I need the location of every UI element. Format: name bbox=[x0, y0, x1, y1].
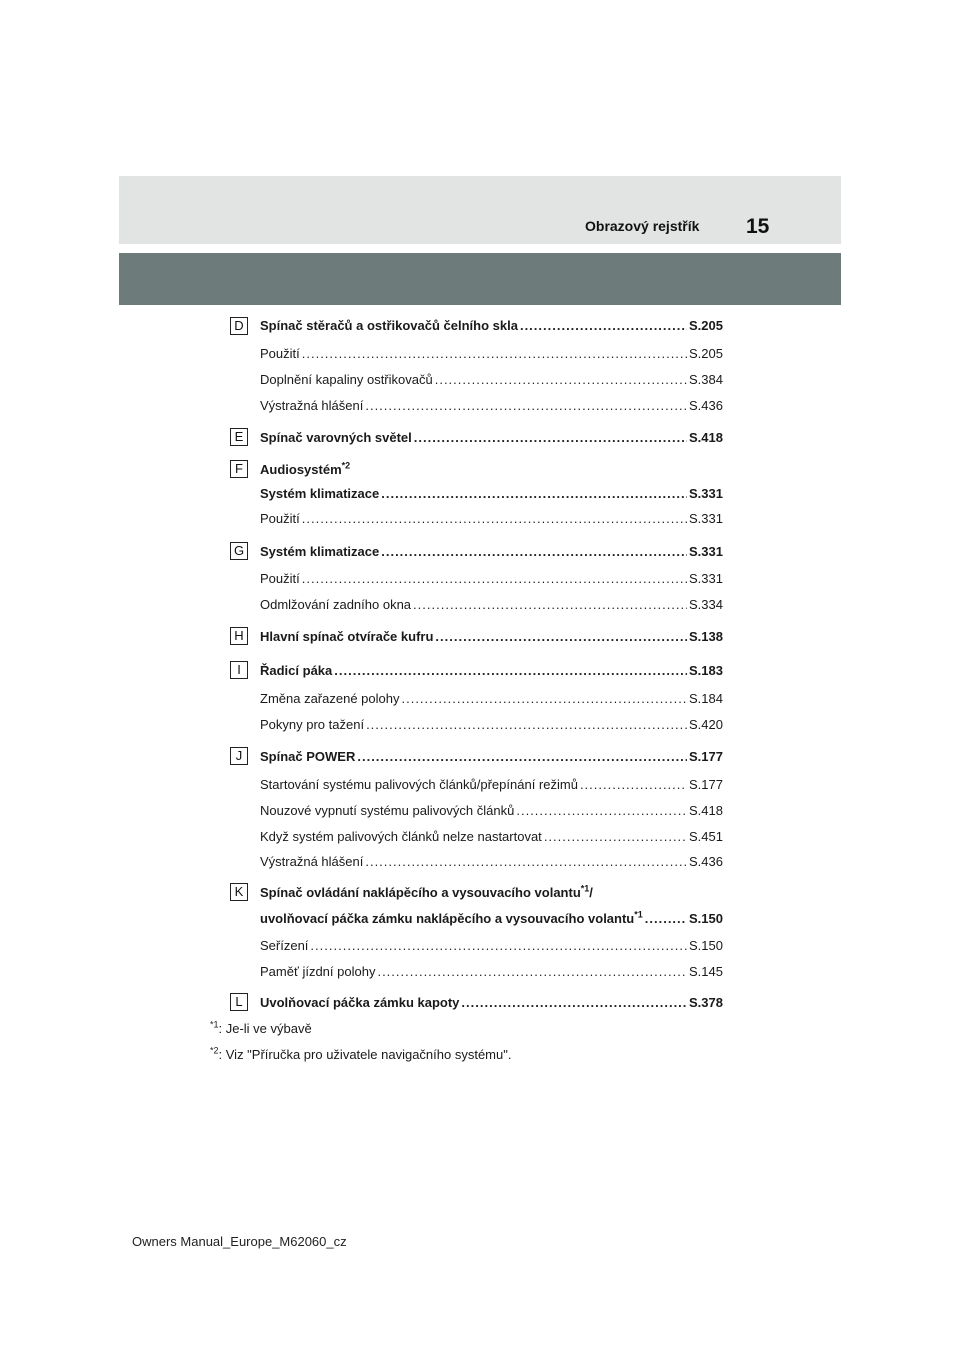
index-entry[interactable] bbox=[260, 777, 723, 792]
entry-label: Spínač POWER bbox=[260, 749, 356, 764]
page-ref: S.384 bbox=[689, 372, 723, 387]
page-ref: S.331 bbox=[689, 511, 723, 526]
entry-label: Startování systému palivových článků/přepínání režimů bbox=[260, 777, 578, 792]
entry-label: Výstražná hlášení bbox=[260, 854, 364, 869]
index-entry[interactable] bbox=[260, 511, 723, 526]
page-ref: S.183 bbox=[689, 663, 723, 678]
index-entry-climate[interactable] bbox=[260, 486, 723, 501]
entry-label: uvolňovací páčka zámku naklápěcího a vysouvacího volantu$^{*1}$ bbox=[260, 909, 643, 926]
page-ref: S.418 bbox=[689, 803, 723, 818]
entry-label: Použití bbox=[260, 511, 300, 526]
footnote-mark: *1 bbox=[580, 883, 590, 894]
section-letter-k: K bbox=[230, 883, 248, 901]
index-entry[interactable] bbox=[260, 717, 723, 732]
index-entry[interactable] bbox=[260, 691, 723, 706]
index-entry[interactable] bbox=[260, 803, 723, 818]
entry-label: Odmlžování zadního okna bbox=[260, 597, 412, 612]
footnote-mark: *2 bbox=[341, 460, 351, 471]
section-letter-i: I bbox=[230, 661, 248, 679]
page-ref: S.177 bbox=[689, 777, 723, 792]
page-title: Obrazový rejstřík bbox=[585, 218, 700, 234]
index-entry-audio-system[interactable] bbox=[260, 462, 350, 477]
index-entry-power-switch[interactable] bbox=[260, 749, 723, 764]
entry-label: Uvolňovací páčka zámku kapoty bbox=[260, 995, 460, 1010]
entry-label: Použití bbox=[260, 571, 300, 586]
header-band bbox=[119, 176, 841, 244]
index-entry[interactable] bbox=[260, 571, 723, 586]
section-letter-l: L bbox=[230, 993, 248, 1011]
entry-label: Hlavní spínač otvírače kufru bbox=[260, 629, 434, 644]
index-entry-climate[interactable] bbox=[260, 544, 723, 559]
page-ref: S.420 bbox=[689, 717, 723, 732]
index-entry-hood-lever[interactable] bbox=[260, 995, 723, 1010]
page-number: 15 bbox=[746, 215, 770, 238]
index-entry-steering-switch[interactable]: Spínač ovládání naklápěcího a vysouvacího volantu$^{*1}$/ bbox=[260, 883, 593, 900]
index-entry[interactable] bbox=[260, 398, 723, 413]
document-footer: Owners Manual_Europe_M62060_cz bbox=[132, 1234, 347, 1249]
index-entry-hazard-switch[interactable] bbox=[260, 430, 723, 445]
footnote-mark: *1 bbox=[210, 1019, 219, 1030]
section-banner bbox=[119, 253, 841, 305]
entry-label: Doplnění kapaliny ostřikovačů bbox=[260, 372, 433, 387]
index-entry[interactable] bbox=[260, 964, 723, 979]
entry-label: Řadicí páka bbox=[260, 663, 333, 678]
page-ref: S.334 bbox=[689, 597, 723, 612]
section-letter-f: F bbox=[230, 460, 248, 478]
entry-label: Audiosystém bbox=[260, 462, 342, 477]
index-entry-steering-lock-lever[interactable] bbox=[260, 911, 723, 926]
index-entry[interactable] bbox=[260, 854, 723, 869]
index-entry[interactable] bbox=[260, 829, 723, 844]
page-ref: S.436 bbox=[689, 398, 723, 413]
page-ref: S.378 bbox=[689, 995, 723, 1010]
page-ref: S.331 bbox=[689, 486, 723, 501]
section-letter-d: D bbox=[230, 317, 248, 335]
entry-label: Spínač varovných světel bbox=[260, 430, 412, 445]
entry-label: Spínač ovládání naklápěcího a vysouvacího volantu bbox=[260, 885, 581, 900]
index-entry-wiper-switch[interactable] bbox=[260, 318, 723, 333]
section-letter-g: G bbox=[230, 542, 248, 560]
entry-label: Výstražná hlášení bbox=[260, 398, 364, 413]
entry-label: Použití bbox=[260, 346, 300, 361]
page-ref: S.138 bbox=[689, 629, 723, 644]
page-ref: S.331 bbox=[689, 571, 723, 586]
index-entry[interactable] bbox=[260, 938, 723, 953]
page-ref: S.418 bbox=[689, 430, 723, 445]
entry-label: Spínač stěračů a ostřikovačů čelního skla bbox=[260, 318, 518, 333]
footnote-1: $^{*1}$: Je-li ve výbavě bbox=[210, 1019, 312, 1036]
entry-label: Seřízení bbox=[260, 938, 309, 953]
section-letter-j: J bbox=[230, 747, 248, 765]
page-ref: S.331 bbox=[689, 544, 723, 559]
index-entry-shift-lever[interactable] bbox=[260, 663, 723, 678]
page-ref: S.150 bbox=[689, 938, 723, 953]
page-ref: S.205 bbox=[689, 346, 723, 361]
index-entry-trunk-opener[interactable] bbox=[260, 629, 723, 644]
entry-label: Paměť jízdní polohy bbox=[260, 964, 376, 979]
page-ref: S.150 bbox=[689, 911, 723, 926]
entry-label: Systém klimatizace bbox=[260, 544, 380, 559]
page-ref: S.177 bbox=[689, 749, 723, 764]
entry-label: Pokyny pro tažení bbox=[260, 717, 365, 732]
section-letter-h: H bbox=[230, 627, 248, 645]
page-ref: S.184 bbox=[689, 691, 723, 706]
entry-label: Systém klimatizace bbox=[260, 486, 380, 501]
page-ref: S.145 bbox=[689, 964, 723, 979]
section-letter-e: E bbox=[230, 428, 248, 446]
index-entry[interactable] bbox=[260, 346, 723, 361]
index-entry[interactable] bbox=[260, 597, 723, 612]
page-ref: S.436 bbox=[689, 854, 723, 869]
footnote-2: $^{*2}$: Viz "Příručka pro uživatele navigačního systému". bbox=[210, 1045, 512, 1062]
entry-label: Když systém palivových článků nelze nastartovat bbox=[260, 829, 542, 844]
page-ref: S.451 bbox=[689, 829, 723, 844]
footnote-mark: *2 bbox=[210, 1045, 219, 1056]
index-entry[interactable] bbox=[260, 372, 723, 387]
entry-label: Nouzové vypnutí systému palivových článků bbox=[260, 803, 515, 818]
footnote-mark: *1 bbox=[634, 909, 643, 920]
page-ref: S.205 bbox=[689, 318, 723, 333]
entry-label: Změna zařazené polohy bbox=[260, 691, 400, 706]
